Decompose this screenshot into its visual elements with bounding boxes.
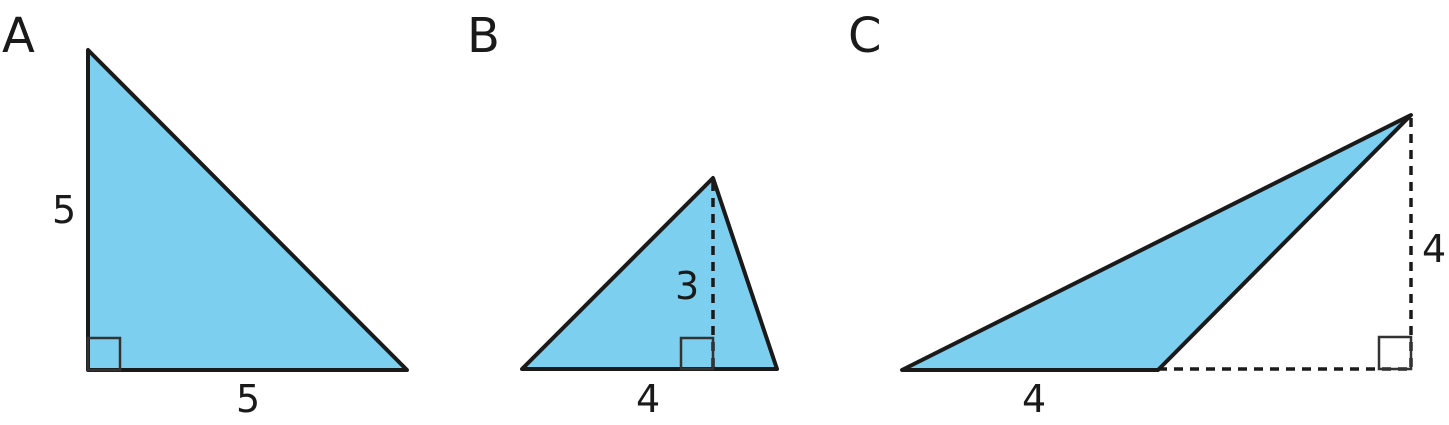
triangle-a-height-label: 5 (52, 188, 77, 232)
triangle-a-group (2, 8, 407, 421)
triangle-a-base-label: 5 (236, 377, 261, 421)
triangle-b-base-label: 4 (636, 377, 661, 421)
triangle-b-height-label: 3 (675, 264, 700, 308)
triangle-c-right-angle-marker (1379, 337, 1411, 369)
triangle-a (88, 50, 407, 370)
triangle-c-group (848, 8, 1446, 421)
triangle-c (902, 115, 1411, 370)
triangle-a-label: A (2, 8, 35, 64)
triangle-b-label: B (467, 8, 500, 64)
triangle-c-label: C (848, 8, 882, 64)
triangle-b-group (467, 8, 777, 421)
triangle-b (522, 178, 777, 369)
triangle-c-base-label: 4 (1022, 377, 1047, 421)
triangle-c-height-label: 4 (1422, 227, 1447, 271)
